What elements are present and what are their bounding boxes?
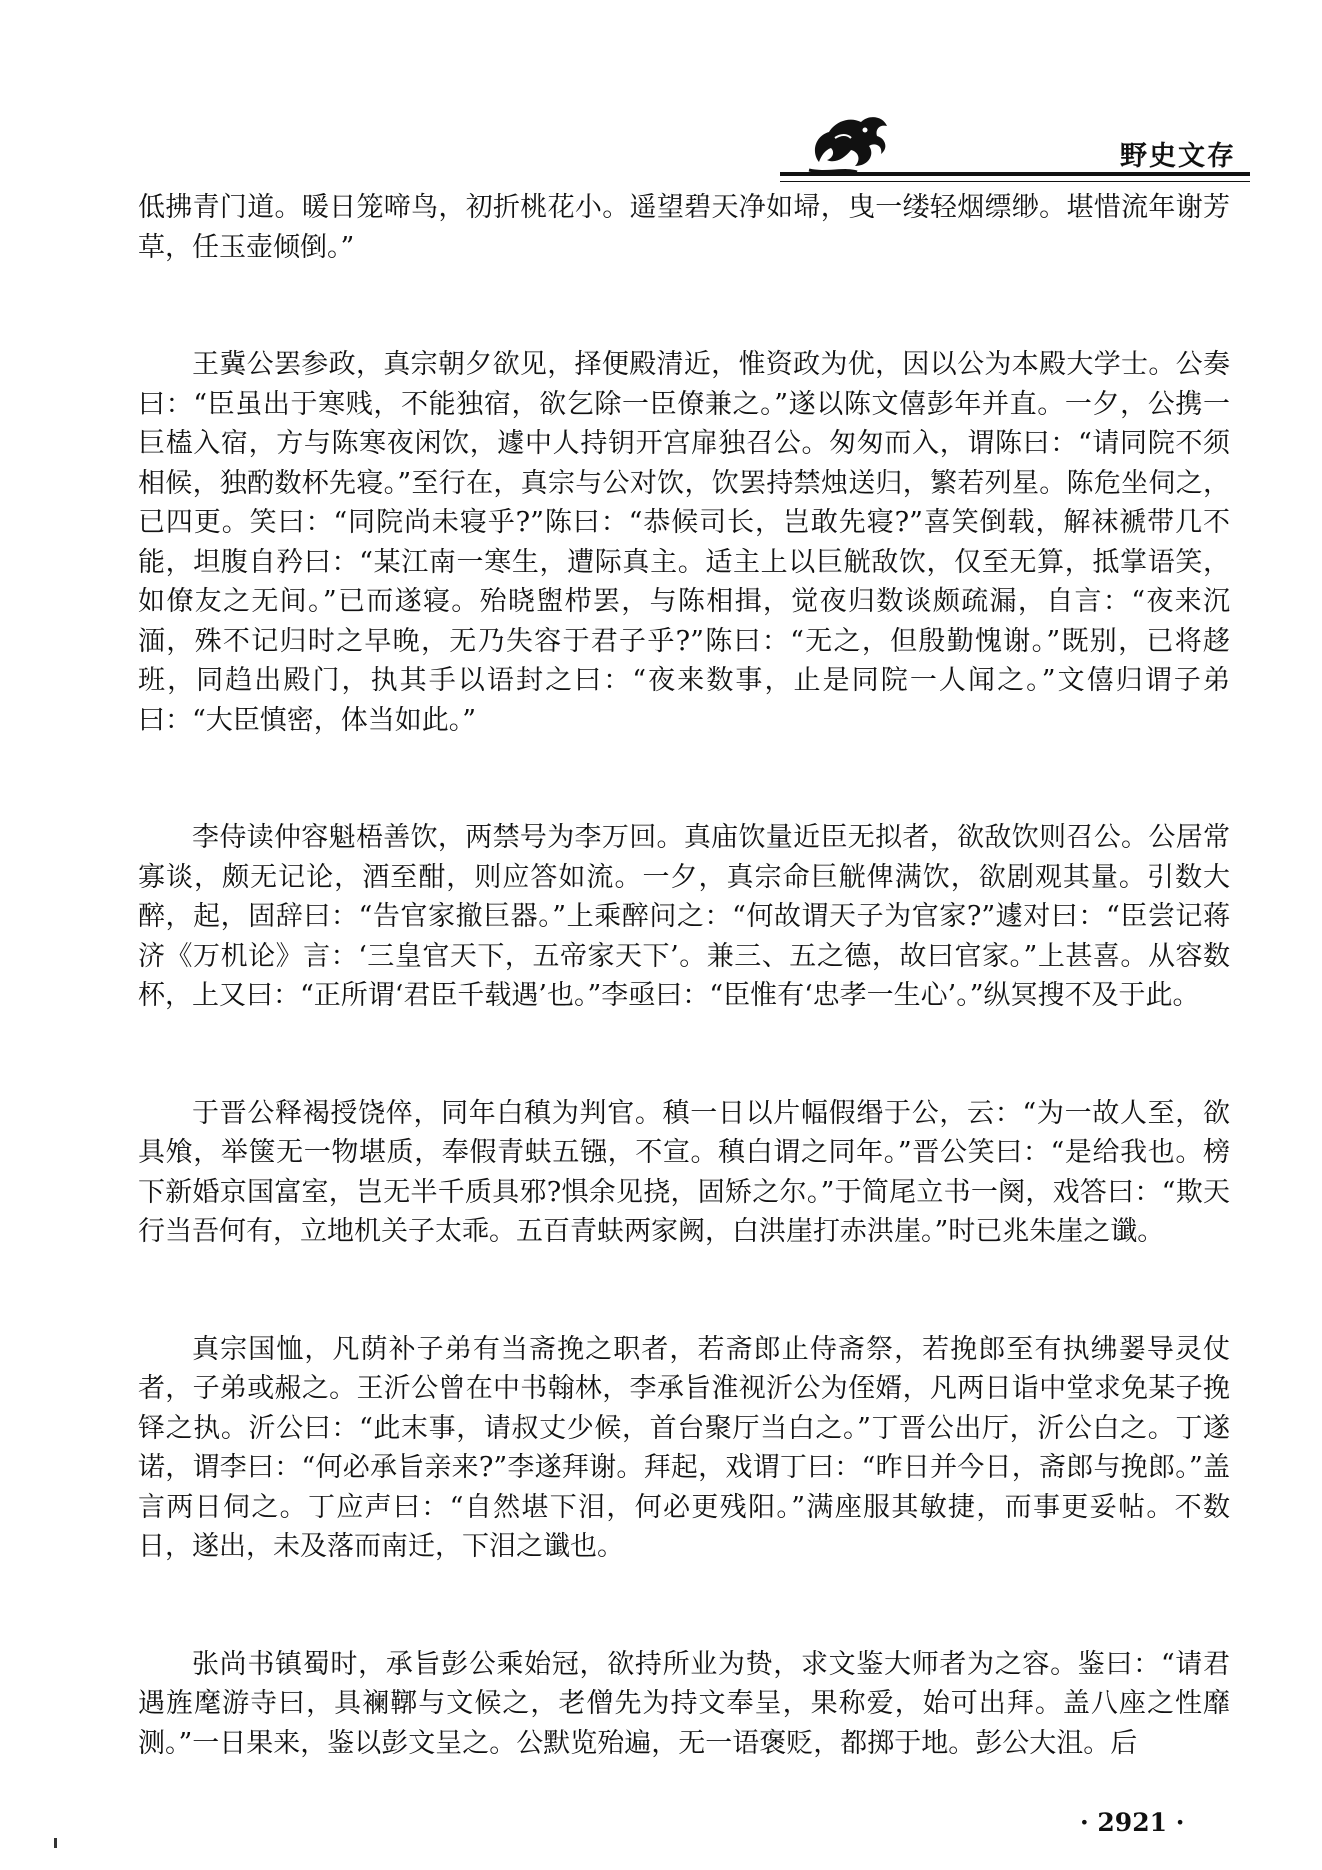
paragraph: 李侍读仲容魁梧善饮，两禁号为李万回。真庙饮量近臣无拟者，欲敌饮则召公。公居常寡谈，颇无记论，酒至酣，则应答如流。一夕，真宗命巨觥俾满饮，欲剧观其量。引数大醉，起，固辞曰：“告官家撤巨器。”上乘醉问之：“何故谓天子为官家?”遽对曰：“臣尝记蒋济《万机论》言：‘三皇官天下，五帝家天下’。兼三、五之德，故曰官家。”上甚喜。从容数杯，上又曰：“正所谓‘君臣千载遇’也。”李亟曰：“臣惟有‘忠孝一生心’。”纵冥搜不及于此。 (138, 822, 1230, 1011)
dragon-emblem-icon (805, 108, 897, 178)
paragraph: 于晋公释褐授饶倅，同年白稹为判官。稹一日以片幅假缗于公，云：“为一故人至，欲具飧，举箧无一物堪质，奉假青蚨五镪，不宣。稹白谓之同年。”晋公笑曰：“是给我也。榜下新婚京国富室，岂无半千质具邪?惧余见挠，固矫之尔。”于简尾立书一阕，戏答曰：“欺天行当吾何有，立地机关子太乖。五百青蚨两家阙，白洪崖打赤洪崖。”时已兆朱崖之谶。 (138, 1097, 1230, 1247)
paragraph: 真宗国恤，凡荫补子弟有当斋挽之职者，若斋郎止侍斋祭，若挽郎至有执绋翣导灵仗者，子弟或赧之。王沂公曾在中书翰林，李承旨淮视沂公为侄婿，凡两日诣中堂求免某子挽铎之执。沂公曰：“此末事，请叔丈少候，首台聚厅当白之。”丁晋公出厅，沂公白之。丁遂诺，谓李曰：“何必承旨亲来?”李遂拜谢。拜起，戏谓丁曰：“昨日并今日，斋郎与挽郎。”盖言两日伺之。丁应声曰：“自然堪下泪，何必更残阳。”满座服其敏捷，而事更妥帖。不数日，遂出，未及落而南迁，下泪之谶也。 (138, 1333, 1230, 1562)
paragraph: 王冀公罢参政，真宗朝夕欲见，择便殿清近，惟资政为优，因以公为本殿大学士。公奏曰：“臣虽出于寒贱，不能独宿，欲乞除一臣僚兼之。”遂以陈文僖彭年并直。一夕，公携一巨榼入宿，方与陈寒夜闲饮，遽中人持钥开宫扉独召公。匆匆而入，谓陈曰：“请同院不须相候，独酌数杯先寝。”至行在，真宗与公对饮，饮罢持禁烛送归，繁若列星。陈危坐伺之，已四更。笑曰：“同院尚未寝乎?”陈曰：“恭候司长，岂敢先寝?”喜笑倒载，解袜褫带几不能，坦腹自矜曰：“某江南一寒生，遭际真主。适主上以巨觥敌饮，仅至无算，抵掌语笑，如僚友之无间。”已而遂寝。殆晓盥栉罢，与陈相揖，觉夜归数谈颇疏漏，自言：“夜来沉湎，殊不记归时之早晚，无乃失容于君子乎?”陈曰：“无之，但殷勤愧谢。”既别，已将趍班，同趋出殿门，执其手以语封之曰：“夜来数事，止是同院一人闻之。”文僖归谓子弟曰：“大臣慎密，体当如此。” (138, 349, 1230, 736)
running-header (780, 108, 1250, 182)
paragraph: 低拂青门道。暖日笼啼鸟，初折桃花小。遥望碧天净如埽，曳一缕轻烟缥缈。堪惜流年谢芳草，任玉壶倾倒。” (138, 192, 1230, 263)
page-number: · 2921 · (1080, 1808, 1185, 1837)
paragraph: 张尚书镇蜀时，承旨彭公乘始冠，欲持所业为贽，求文鉴大师者为之容。鉴曰：“请君遇旌麾游寺曰，具襕鞹与文候之，老僧先为持文奉呈，果称爱，始可出拜。盖八座之性靡测。”一日果来，鉴以彭文呈之。公默览殆遍，无一语褒贬，都掷于地。彭公大沮。后 (138, 1648, 1230, 1759)
scan-edge-mark (54, 1838, 57, 1848)
header-rule-thick (780, 172, 1250, 176)
header-rule-thin (780, 181, 1250, 182)
header-title: 野史文存 (1120, 141, 1236, 172)
main-text (138, 188, 1230, 1763)
